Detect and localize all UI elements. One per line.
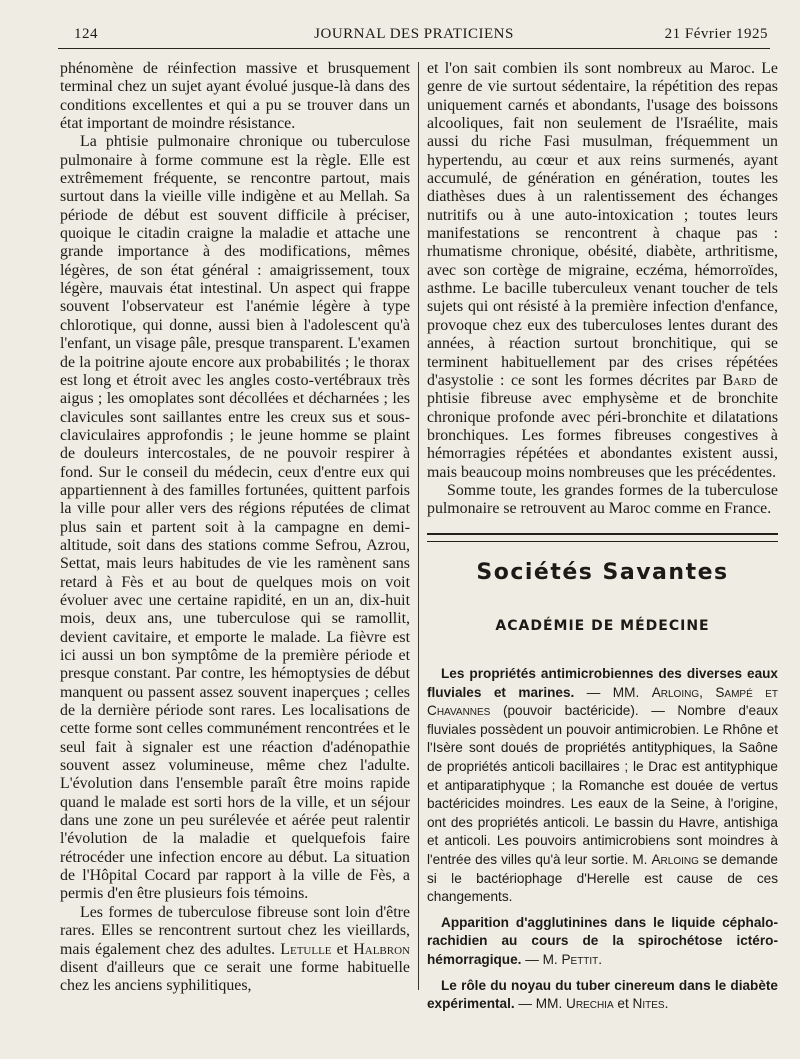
text-run: et (613, 996, 633, 1012)
text-run: . (664, 996, 669, 1012)
text-run: se demande si le bactériophage d'Herelle est cause de ces changements. (427, 851, 778, 905)
paragraph: La phtisie pulmonaire chronique ou tuberculose pulmonaire à forme commune est la règle. Elle est extrêmement fréquente, se rencontre partout, mais surtout dans la vieille ville indigène et au Mellah. Sa période de début est souvent difficile à préciser, quoique le citadin craigne la maladie et attache une grande importance à des modifications, mêmes légères, de son état général : amaigrissement, toux légère, mauvais état intestinal. Un aspect qui frappe souvent l'observateur est l'anémie légère à type chlorotique, qui donne, aussi bien à l'adolescent qu'à l'enfant, un visage pâle, presque transparent. L'examen de la poitrine ajoute encore aux probabilités ; le thorax est long et étroit avec les angles costo-vertébraux très aigus ; les omoplates sont décollées et décharnées ; les clavicules sont saillantes entre les creux sus et sous-claviculaires approfondis ; le jeune homme se plaint de douleurs intercostales, de ne pouvoir respirer à fond. Sur le conseil du médecin, ceux d'entre eux qui appartiennent à des familles fortunées, quittent parfois la ville pour aller vers des régions réputées de climat plus sain et partent soit à la campagne en demi-altitude, soit dans des stations comme Sefrou, Azrou, Settat, mais leurs habitudes de vie les ramènent sans retard à Fès et au bout de quelques mois on voit évoluer avec une certaine rapidité, en un an, dix-huit mois, deux ans, une tuberculose qui se ramollit, devient cavitaire, et emporte le malade. La fièvre est ici aussi un bon symptôme de la première période et presque constant. Par contre, les hémoptysies de début manquent ou passent assez souvent inaperçues ; celles de la dernière période sont rares. Les localisations de cette forme sont celles communément rencontrées et le seul fait à signaler est une réaction d'adénopathie souvent assez volumineuse, même chez l'adulte. L'évolution dans l'ensemble paraît être moins rapide quand le malade est sorti hors de la ville, et un séjour dans une zone un peu surélevée et aérée peut ralentir l'évolution de la maladie et quelquefois faire rétrocéder une infection encore au début. La situation de l'Hôpital Cocard par rapport à la ville de Fès, a permis d'en être plusieurs fois témoins. (60, 133, 410, 903)
issue-date: 21 Février 1925 (664, 26, 768, 42)
text-run: (pouvoir bactéricide). — Nombre d'eaux fluviales possèdent un pouvoir antimicrobien. Le Rhône et l'Isère sont doués de propriétés antityphiques, la Saône de propriétés anticoli bacillaires ; le Drac est antityphique et antiparatiphyque ; la Romanche est douée de vertus bactéricides moindres. Les eaux de la Seine, à l'origine, ont des propriétés anticoli. Le bassin du Havre, antishiga et anticoli. Les pouvoirs antimicrobiens sont moindres à l'entrée des villes qu'à leur sortie. M. (427, 703, 778, 867)
report-item (427, 665, 778, 907)
journal-title: JOURNAL DES PRATICIENS (314, 26, 514, 42)
running-header (58, 22, 770, 49)
text-run: — MM. (514, 996, 567, 1012)
author-name: Arloing (651, 851, 699, 867)
report-title: Apparition d'agglutinines dans le liquide céphalo-rachidien au cours de la spirochétose ictéro-hémorragique. (427, 914, 778, 967)
text-run: — MM. (574, 684, 652, 700)
author-name: Urechia (566, 996, 614, 1012)
report-item (427, 977, 778, 1014)
paragraph (427, 60, 778, 482)
text-run: et l'on sait combien ils sont nombreux au Maroc. Le genre de vie surtout sédentaire, la répétition des repas uniquement carnés et abondants, l'usage des boissons alcooliques, fait non seulement de l'Israélite, mais aussi du riche Fasi musulman, fréquemment un hypertendu, au cœur et aux reins surmenés, ayant accumulé, de génération en génération, toutes les diathèses dues à un ralentissement des échanges nutritifs ou à une auto-intoxication ; toutes leurs manifestations se rencontrent à chaque pas : rhumatisme chronique, obésité, diabète, arthritisme, avec son cortège de migraine, eczéma, hémorroïdes, asthme. Le bacille tuberculeux venant toucher de tels sujets qui ont résisté à la première infection d'enfance, provoque chez eux des tuberculoses lentes durant des années, à réaction surtout bronchitique, qui se terminent habituellement par des crises répétées d'asystolie : ce sont les formes décrites par (427, 60, 778, 389)
report-item (427, 914, 778, 970)
author-name: Bard (722, 371, 757, 389)
author-name: Pettit (561, 951, 599, 967)
section-title: Sociétés Savantes (476, 560, 729, 585)
text-run: . (598, 951, 603, 967)
column-divider (418, 62, 419, 990)
author-name: Letulle (280, 940, 332, 958)
text-run: — M. (521, 951, 562, 967)
text-run: Les formes de tuberculose fibreuse sont loin d'être rares. Elles se rencontrent surtout chez les vieillards, mais également chez des adultes. (60, 903, 410, 958)
subsection-title: ACADÉMIE DE MÉDECINE (495, 618, 710, 634)
paragraph: phénomène de réinfection massive et brusquement terminal chez un sujet ayant évolué jusque-là dans des conditions excellentes et qui a pu se trouver dans un état important de moindre résistance. (60, 60, 410, 133)
report-title: Les propriétés antimicrobiennes des diverses eaux fluviales et marines. (427, 666, 778, 700)
section-separator (427, 533, 778, 542)
right-column (427, 60, 778, 519)
report-title: Le rôle du noyau du tuber cinereum dans le diabète expérimental. (427, 977, 778, 1012)
left-column (60, 60, 410, 996)
author-name: Arloing, Sampé et Chavannes (427, 684, 778, 719)
text-run: disent d'ailleurs que ce serait une forme habituelle chez les anciens syphilitiques, (60, 958, 410, 995)
paragraph (60, 904, 410, 996)
text-run: de phtisie fibreuse avec emphysème et de bronchite chronique profonde avec péri-bronchite et dilatations bronchiques. Les formes fibreuses congestives à hémorragies répétées et abondantes existent aussi, mais beaucoup moins nombreuses que les précédentes. (427, 371, 778, 481)
author-name: Halbron (353, 940, 410, 958)
author-name: Nites (632, 996, 665, 1012)
academie-reports (427, 665, 778, 1021)
text-run: et (331, 940, 354, 958)
paragraph: Somme toute, les grandes formes de la tuberculose pulmonaire se retrouvent au Maroc comme en France. (427, 481, 778, 518)
page-number: 124 (74, 26, 98, 42)
